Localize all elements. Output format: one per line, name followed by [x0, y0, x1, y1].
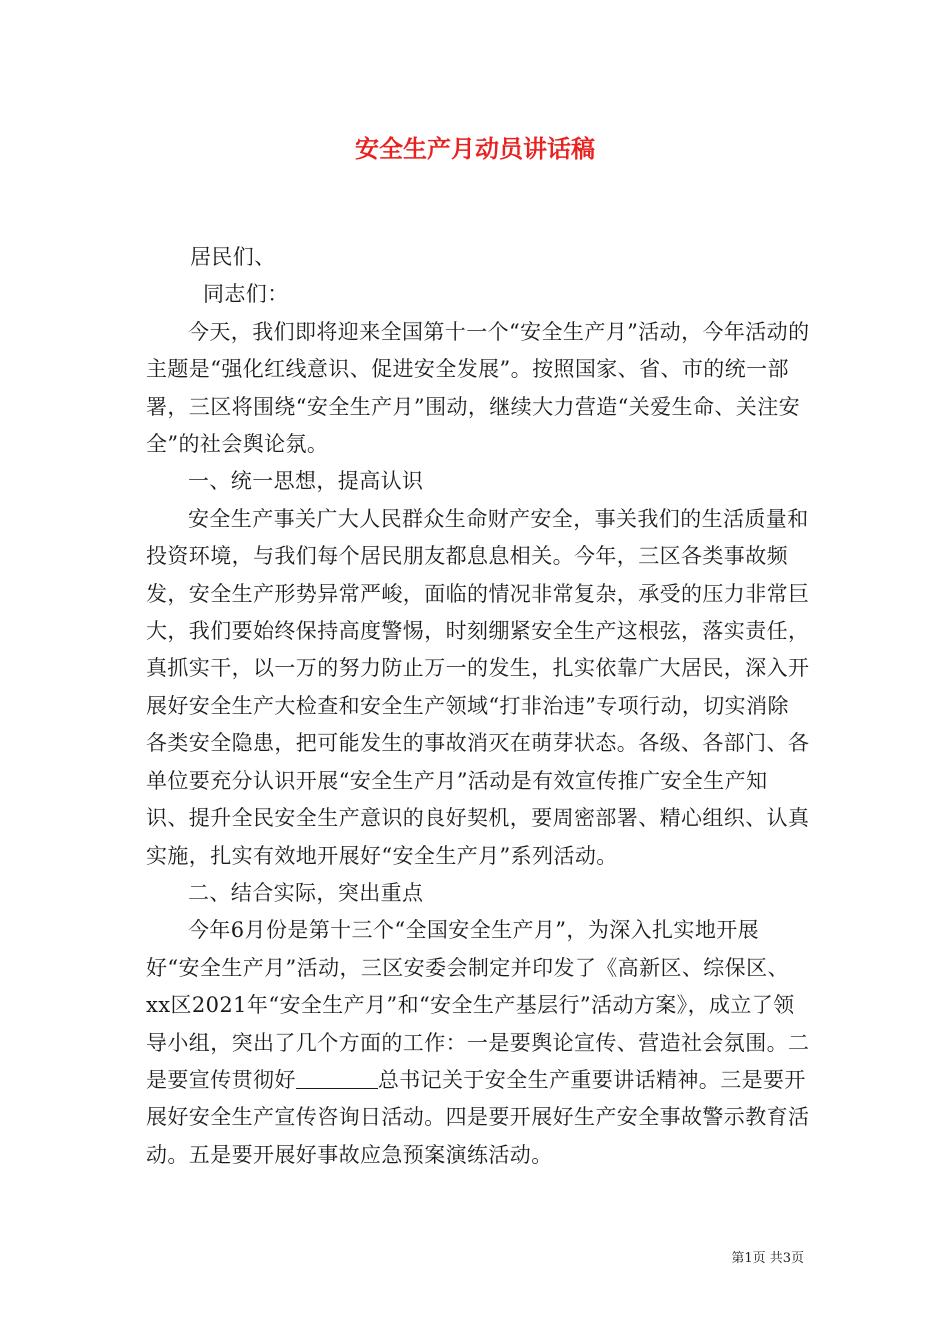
section-heading-2: 二、结合实际，突出重点	[188, 880, 424, 905]
fill-in-blank	[296, 1067, 378, 1089]
page-number: 第1页 共3页	[731, 1251, 804, 1266]
document-title: 安全生产月动员讲话稿	[355, 135, 595, 163]
section-1-paragraph: 安全生产事关广大人民群众生命财产安全，事关我们的生活质量和投资环境，与我们每个居民朋友都息息相关。今年，三区各类事故频发，安全生产形势异常严峻，面临的情况非常复杂，承受的压力非常巨大，我们要始终保持高度警惕，时刻绷紧安全生产这根弦，落实责任，真抓实干，以一万的努力防止万一的发生，扎实依靠广大居民，深入开展好安全生产大检查和安全生产领域“打非治违”专项行动，切实消除各类安全隐患，把可能发生的事故消灭在萌芽状态。各级、各部门、各单位要充分认识开展“安全生产月”活动是有效宣传推广安全生产知识、提升全民安全生产意识的良好契机，要周密部署、精心组织、认真实施，扎实有效地开展好“安全生产月”系列活动。	[146, 506, 810, 868]
salutation-comrades: 同志们：	[203, 282, 289, 307]
section-heading-1: 一、统一思想，提高认识	[188, 469, 424, 494]
intro-paragraph: 今天，我们即将迎来全国第十一个“安全生产月”活动，今年活动的主题是“强化红线意识、促进安全发展”。按照国家、省、市的统一部署，三区将围绕“安全生产月”围动，继续大力营造“关爱生命、关注安全”的社会舆论氛。	[146, 319, 810, 457]
salutation-residents: 居民们、	[190, 245, 276, 269]
section-2-text-part-1: 今年6月份是第十三个“全国安全生产月”，为深入扎实地开展好“安全生产月”活动，三区安委会制定并印发了《高新区、综保区、xx区2021年“安全生产月”和“安全生产基层行”活动方案》，成立了领导小组，突出了几个方面的工作：一是要舆论宣传、营造社会氛围。二是要宣传贯彻好	[146, 918, 810, 1092]
section-2-text-part-2: 总书记关于安全生产重要讲话精神。三是要开展好安全生产宣传咨询日活动。四是要开展好生产安全事故警示教育活动。五是要开展好事故应急预案演练活动。	[146, 1067, 810, 1167]
document-body	[146, 239, 810, 1174]
section-2-paragraph	[146, 912, 810, 1174]
